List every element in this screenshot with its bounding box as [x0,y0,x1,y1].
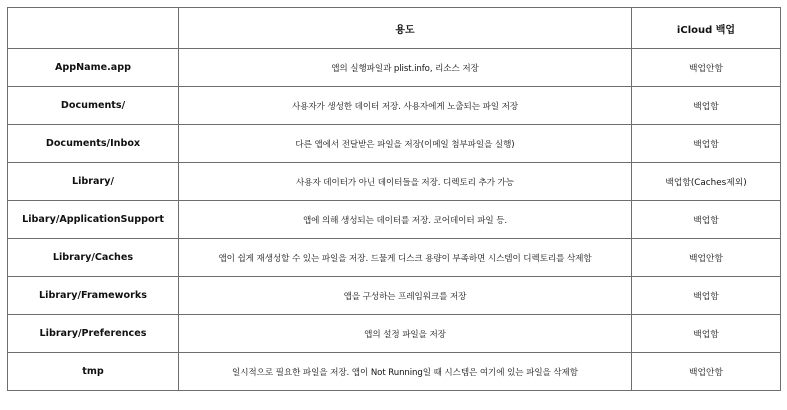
path-cell: Libary/ApplicationSupport [8,201,179,239]
path-cell: tmp [8,353,179,391]
table-row [8,163,781,201]
purpose-cell: 앱의 실행파일과 plist.info, 리소스 저장 [179,49,632,87]
purpose-cell: 사용자 데이터가 아닌 데이터들을 저장. 디렉토리 추가 가능 [179,163,632,201]
backup-cell: 백업안함 [632,49,781,87]
directory-table [7,7,781,391]
path-cell: AppName.app [8,49,179,87]
table-row [8,201,781,239]
purpose-cell: 다른 앱에서 전달받은 파일을 저장(이메일 첨부파일을 실행) [179,125,632,163]
purpose-cell: 앱의 설정 파일을 저장 [179,315,632,353]
header-path [8,8,179,49]
header-icloud-backup: iCloud 백업 [632,8,781,49]
purpose-cell: 사용자가 생성한 데이터 저장. 사용자에게 노출되는 파일 저장 [179,87,632,125]
backup-cell: 백업함 [632,125,781,163]
table-row [8,125,781,163]
backup-cell: 백업함 [632,87,781,125]
path-cell: Documents/ [8,87,179,125]
purpose-cell: 일시적으로 필요한 파일을 저장. 앱이 Not Running일 때 시스템은 여기에 있는 파일을 삭제함 [179,353,632,391]
table-row [8,277,781,315]
header-purpose: 용도 [179,8,632,49]
purpose-cell: 앱을 구성하는 프레임워크를 저장 [179,277,632,315]
purpose-cell: 앱이 쉽게 재생성할 수 있는 파일을 저장. 드물게 디스크 용량이 부족하면 시스템이 디렉토리를 삭제함 [179,239,632,277]
path-cell: Library/ [8,163,179,201]
backup-cell: 백업함 [632,315,781,353]
purpose-cell: 앱에 의해 생성되는 데이터를 저장. 코어데이터 파일 등. [179,201,632,239]
backup-cell: 백업함 [632,277,781,315]
directory-table-container [7,7,780,391]
path-cell: Documents/Inbox [8,125,179,163]
backup-cell: 백업함 [632,201,781,239]
table-row [8,353,781,391]
backup-cell: 백업안함 [632,239,781,277]
backup-cell: 백업안함 [632,353,781,391]
path-cell: Library/Frameworks [8,277,179,315]
table-row [8,239,781,277]
table-row [8,87,781,125]
backup-cell: 백업함(Caches제외) [632,163,781,201]
path-cell: Library/Caches [8,239,179,277]
table-header-row [8,8,781,49]
path-cell: Library/Preferences [8,315,179,353]
table-row [8,49,781,87]
table-row [8,315,781,353]
